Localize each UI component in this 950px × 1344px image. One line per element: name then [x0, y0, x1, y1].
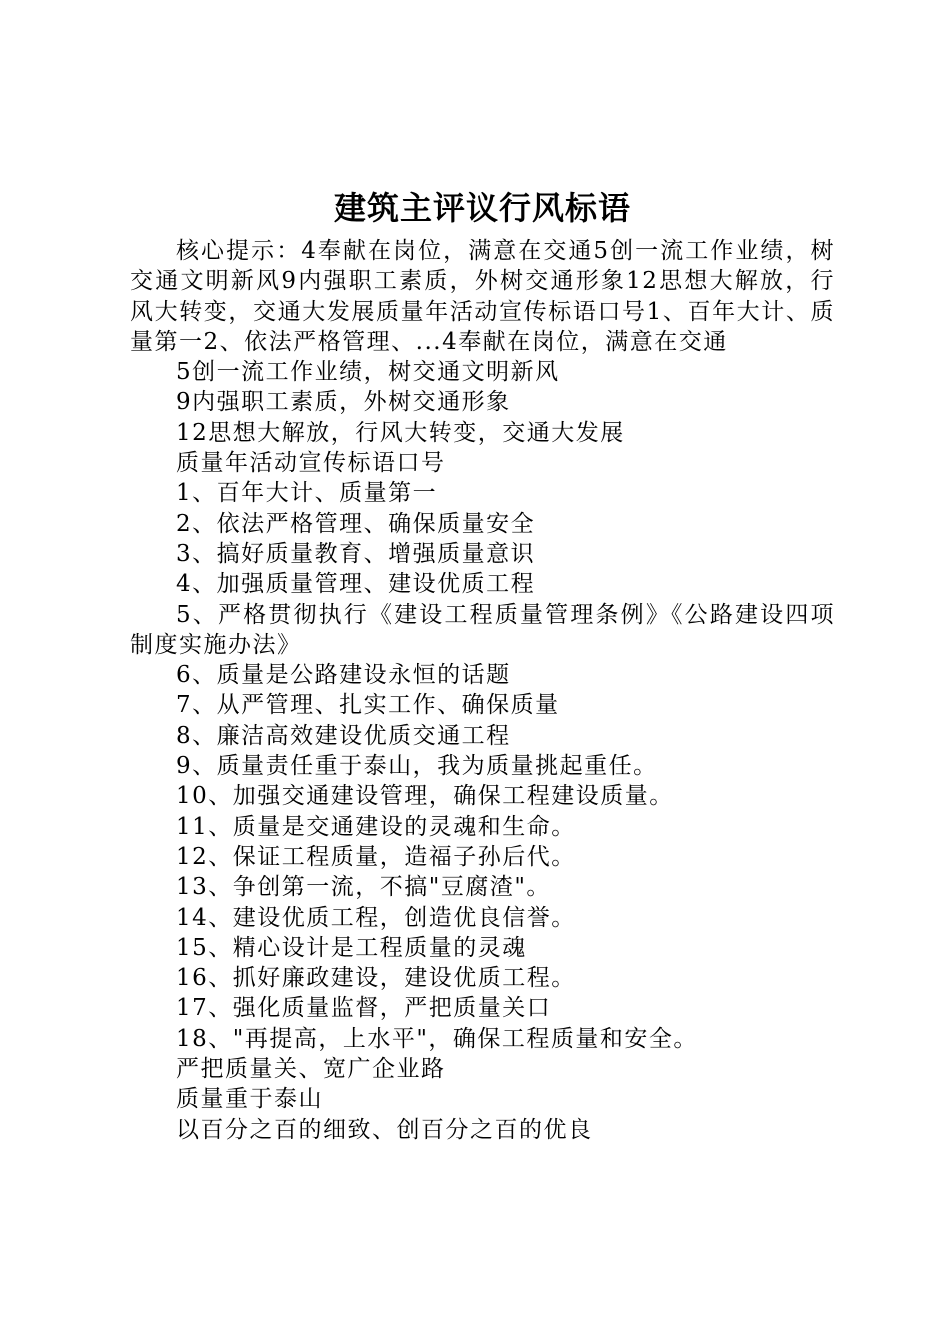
slogan-item: 2、依法严格管理、确保质量安全 [176, 510, 536, 537]
slogan-item: 18、"再提高，上水平"，确保工程质量和安全。 [176, 1025, 698, 1052]
slogan-item: 13、争创第一流，不搞"豆腐渣"。 [176, 874, 551, 901]
document-title: 建筑主评议行风标语 [333, 189, 631, 227]
slogan-item: 7、从严管理、扎实工作、确保质量 [176, 692, 560, 719]
slogan-item: 8、廉洁高效建设优质交通工程 [176, 722, 511, 749]
slogan-item: 15、精心设计是工程质量的灵魂 [176, 934, 527, 961]
slogan-line: 严把质量关、宽广企业路 [176, 1056, 446, 1083]
slogan-item: 10、加强交通建设管理，确保工程建设质量。 [176, 783, 674, 810]
section-heading: 质量年活动宣传标语口号 [176, 450, 446, 477]
slogan-line: 质量重于泰山 [176, 1086, 323, 1113]
slogan-item: 9、质量责任重于泰山，我为质量挑起重任。 [176, 753, 658, 780]
slogan-line: 12思想大解放，行风大转变，交通大发展 [176, 419, 625, 446]
slogan-item: 17、强化质量监督，严把质量关口 [176, 995, 552, 1022]
slogan-item: 16、抓好廉政建设，建设优质工程。 [176, 965, 576, 992]
slogan-item: 6、质量是公路建设永恒的话题 [176, 662, 511, 689]
slogan-item: 14、建设优质工程，创造优良信誉。 [176, 904, 576, 931]
slogan-item: 12、保证工程质量，造福子孙后代。 [176, 843, 576, 870]
document-body [130, 236, 835, 1145]
slogan-line: 9内强职工素质，外树交通形象 [176, 389, 511, 416]
slogan-item: 5、严格贯彻执行《建设工程质量管理条例》《公路建设四项制度实施办法》 [130, 601, 835, 658]
slogan-item: 11、质量是交通建设的灵魂和生命。 [176, 813, 576, 840]
slogan-item: 3、搞好质量教育、增强质量意识 [176, 540, 536, 567]
summary-paragraph: 核心提示：4奉献在岗位，满意在交通5创一流工作业绩，树交通文明新风9内强职工素质，外树交通形象12思想大解放，行风大转变，交通大发展质量年活动宣传标语口号1、百年大计、质量第一2、依法严格管理、...4奉献在岗位，满意在交通 [130, 238, 835, 355]
slogan-line: 以百分之百的细致、创百分之百的优良 [176, 1116, 593, 1143]
slogan-line: 5创一流工作业绩，树交通文明新风 [176, 359, 560, 386]
slogan-item: 1、百年大计、质量第一 [176, 480, 438, 507]
slogan-item: 4、加强质量管理、建设优质工程 [176, 571, 536, 598]
